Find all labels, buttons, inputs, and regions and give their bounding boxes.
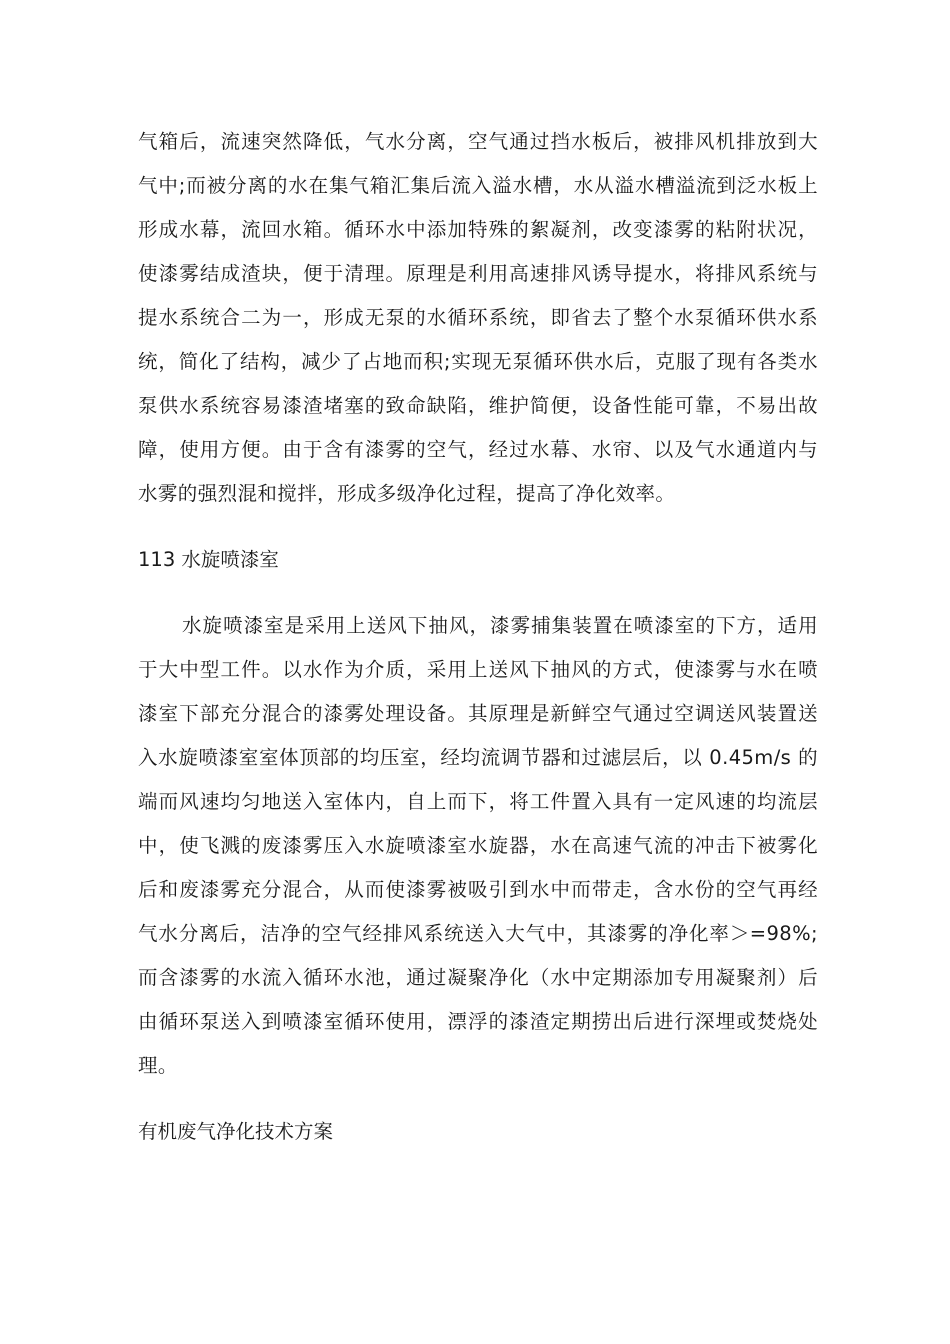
paragraph-2 [138, 604, 818, 1088]
section-heading: 113 水旋喷漆室 [138, 548, 279, 571]
paragraph-1 [138, 120, 818, 516]
paragraph-line: 障，使用方便。由于含有漆雾的空气，经过水幕、水帘、以及气水通道内与 [138, 438, 818, 461]
paragraph-line: 中，使飞溅的废漆雾压入水旋喷漆室水旋器，水在高速气流的冲击下被雾化 [138, 834, 818, 857]
paragraph-line: 统，简化了结构，减少了占地而积;实现无泵循环供水后，克服了现有各类水 [138, 350, 818, 373]
document-page [138, 120, 818, 1154]
paragraph-line: 由循环泵送入到喷漆室循环使用，漂浮的漆渣定期捞出后进行深埋或焚烧处 [138, 1010, 818, 1033]
paragraph-line: 漆室下部充分混合的漆雾处理设备。其原理是新鲜空气通过空调送风装置送 [138, 702, 818, 725]
paragraph-line: 于大中型工件。以水作为介质，采用上送风下抽风的方式，使漆雾与水在喷 [138, 658, 818, 681]
paragraph-line: 气中;而被分离的水在集气箱汇集后流入溢水槽，水从溢水槽溢流到泛水板上 [138, 174, 818, 197]
paragraph-line: 水旋喷漆室是采用上送风下抽风，漆雾捕集装置在喷漆室的下方，适用 [182, 614, 818, 637]
section-heading: 有机废气净化技术方案 [138, 1120, 334, 1143]
paragraph-line: 而含漆雾的水流入循环水池，通过凝聚净化（水中定期添加专用凝聚剂）后 [138, 966, 818, 989]
paragraph-line: 形成水幕，流回水箱。循环水中添加特殊的絮凝剂，改变漆雾的粘附状况， [138, 218, 818, 241]
paragraph-line: 后和废漆雾充分混合，从而使漆雾被吸引到水中而带走，含水份的空气再经 [138, 878, 818, 901]
paragraph-line: 泵供水系统容易漆渣堵塞的致命缺陷，维护简便，设备性能可靠，不易出故 [138, 394, 818, 417]
paragraph-line: 水雾的强烈混和搅拌，形成多级净化过程，提高了净化效率。 [138, 482, 676, 505]
paragraph-line: 端而风速均匀地送入室体内，自上而下，将工件置入具有一定风速的均流层 [138, 790, 818, 813]
paragraph-line: 理。 [138, 1054, 178, 1077]
paragraph-line: 入水旋喷漆室室体顶部的均压室，经均流调节器和过滤层后，以 0.45m/s 的 [138, 746, 818, 769]
paragraph-line: 气箱后，流速突然降低，气水分离，空气通过挡水板后，被排风机排放到大 [138, 130, 818, 153]
paragraph-line: 气水分离后，洁净的空气经排风系统送入大气中，其漆雾的净化率＞=98%; [138, 922, 818, 945]
paragraph-line: 提水系统合二为一，形成无泵的水循环系统，即省去了整个水泵循环供水系 [138, 306, 818, 329]
paragraph-line: 使漆雾结成渣块，便于清理。原理是利用高速排风诱导提水，将排风系统与 [138, 262, 818, 285]
